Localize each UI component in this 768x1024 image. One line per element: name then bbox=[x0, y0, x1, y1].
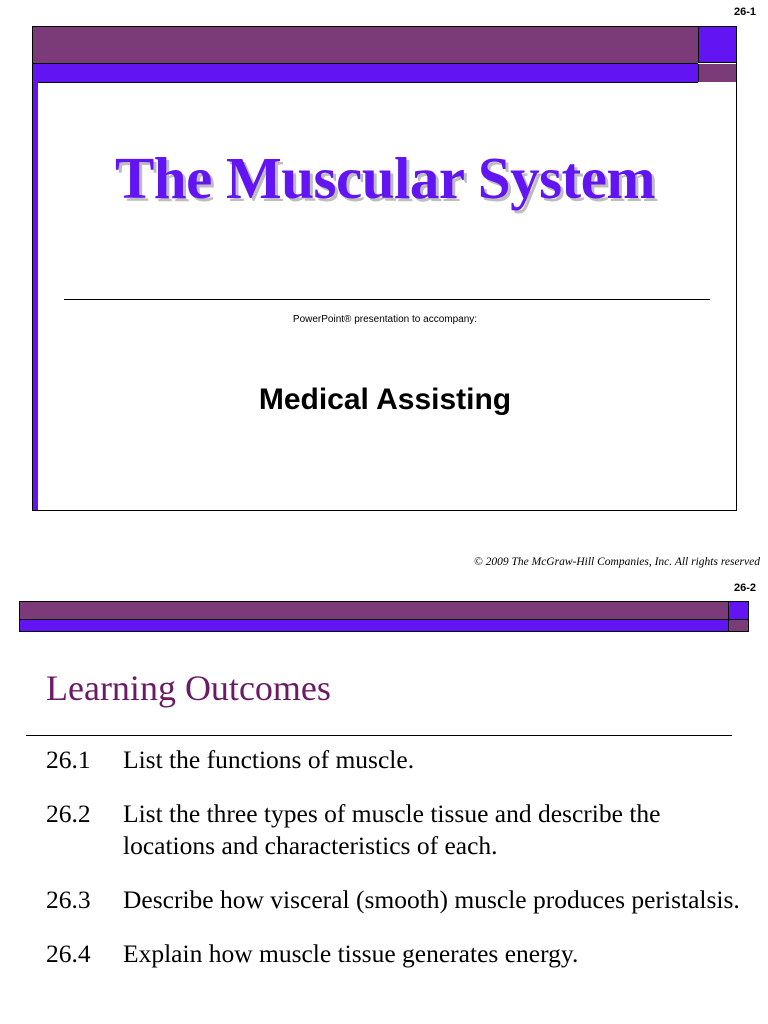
slide1-divider bbox=[64, 299, 710, 300]
outcome-item bbox=[46, 744, 746, 776]
slide1-title: The Muscular System bbox=[114, 145, 656, 211]
outcome-item bbox=[46, 938, 746, 970]
slide1-frame bbox=[32, 26, 737, 511]
slide2-corner-square-purple bbox=[729, 620, 749, 632]
slide1-corner-square-purple bbox=[698, 64, 736, 82]
slide1-subtitle: PowerPoint® presentation to accompany: bbox=[292, 314, 478, 325]
outcome-number: 26.3 bbox=[46, 885, 91, 914]
slide1-page-number: 26-1 bbox=[734, 6, 757, 18]
outcome-text: List the three types of muscle tissue and describe the locations and characteristics of each. bbox=[123, 799, 661, 860]
slide1-accent-bar bbox=[33, 64, 698, 83]
slide1-corner-square-blue bbox=[698, 27, 736, 63]
outcome-number: 26.2 bbox=[46, 799, 91, 828]
slide1-book-title: Medical Assisting bbox=[258, 383, 512, 416]
slide2-header-bar bbox=[19, 601, 729, 620]
outcome-number: 26.1 bbox=[46, 745, 91, 774]
slide2-corner-square-blue bbox=[729, 601, 749, 620]
slide1-header-bar bbox=[33, 27, 698, 64]
outcome-text: Describe how visceral (smooth) muscle produces peristalsis. bbox=[123, 885, 740, 914]
copyright-notice: © 2009 The McGraw-Hill Companies, Inc. All rights reserved bbox=[474, 556, 760, 568]
slide2-accent-bar bbox=[19, 620, 729, 632]
outcome-number: 26.4 bbox=[46, 939, 91, 968]
outcome-text: List the functions of muscle. bbox=[123, 745, 415, 774]
slide2-heading: Learning Outcomes bbox=[46, 668, 331, 708]
learning-outcomes-list bbox=[46, 744, 746, 992]
slide2-divider bbox=[26, 735, 732, 736]
slide1-side-accent bbox=[33, 82, 38, 510]
outcome-item bbox=[46, 798, 746, 862]
outcome-item bbox=[46, 884, 746, 916]
slide2-page-number: 26-2 bbox=[734, 582, 757, 594]
outcome-text: Explain how muscle tissue generates energy. bbox=[123, 939, 579, 968]
